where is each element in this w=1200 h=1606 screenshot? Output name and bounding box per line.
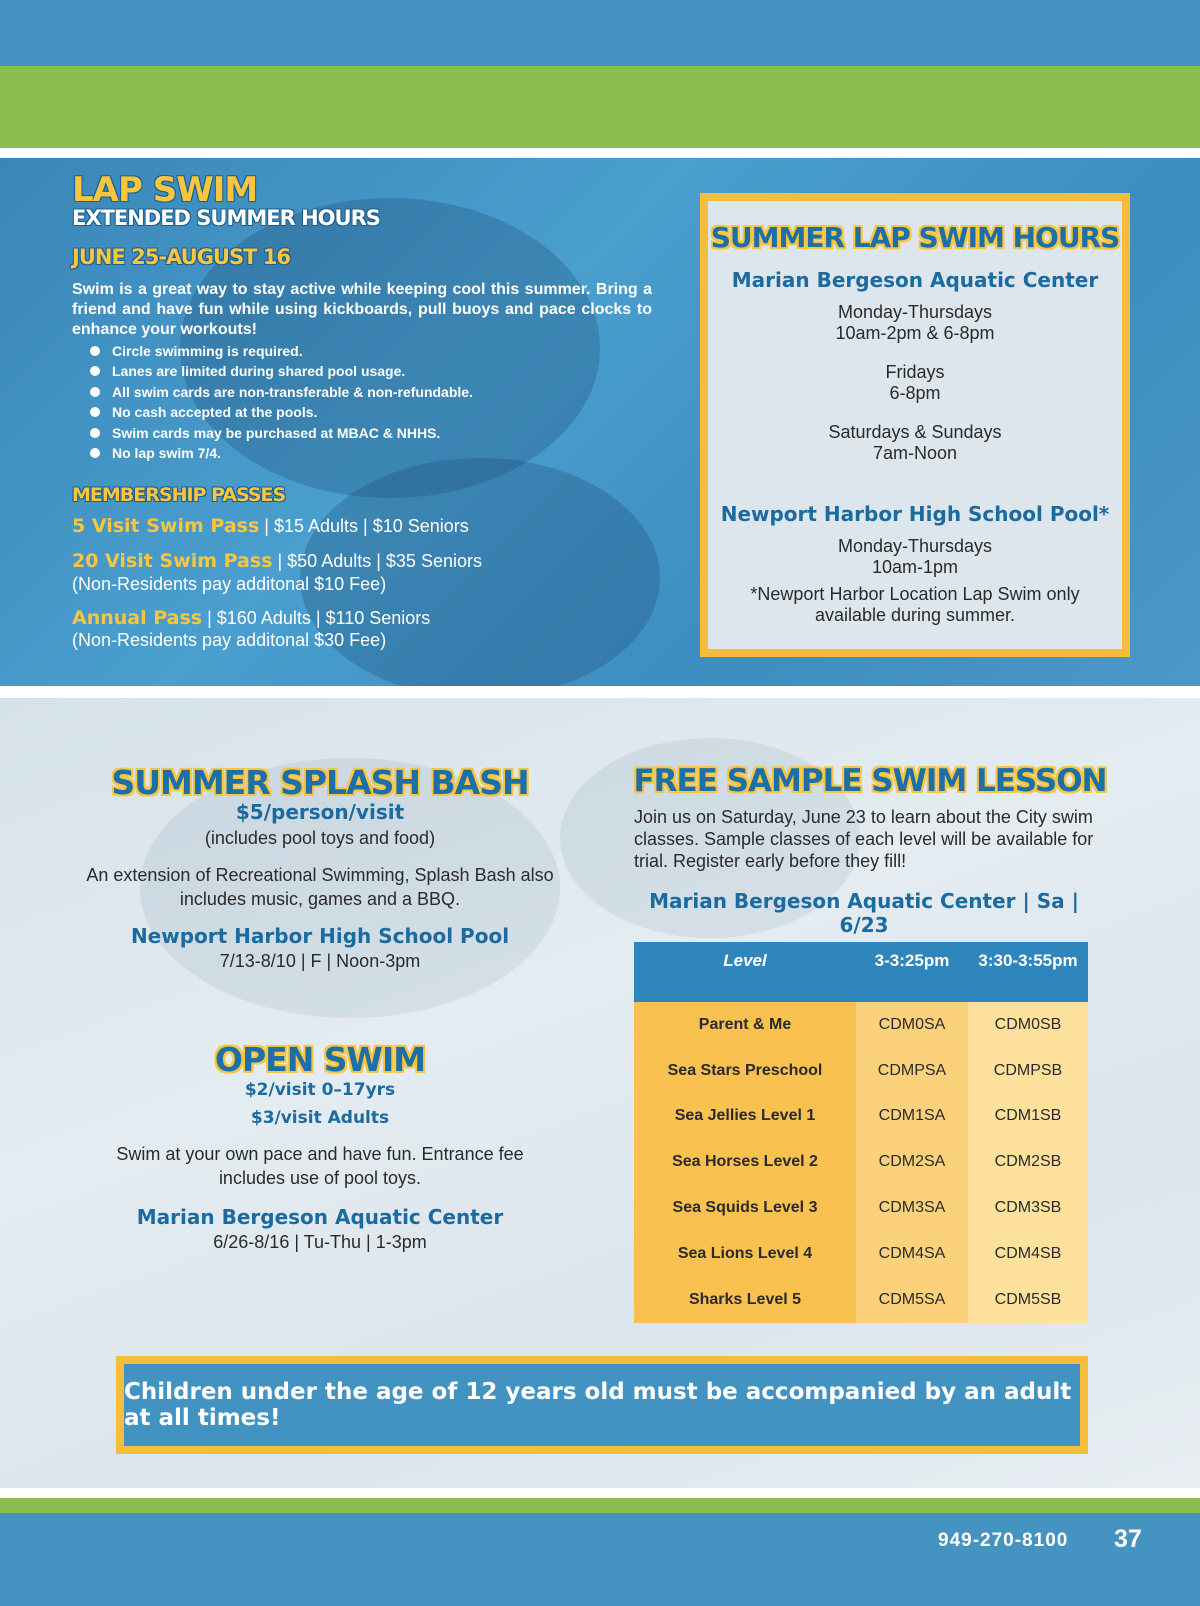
open-swim-price-adult: $3/visit Adults (250, 1108, 390, 1128)
table-header-row (634, 942, 1088, 1002)
pass-five-visit (72, 515, 469, 537)
schedule-days: Saturdays & Sundays (828, 422, 1002, 442)
hours-box-title: SUMMER LAP SWIM HOURS (710, 221, 1120, 254)
pass-name: 5 Visit Swim Pass (72, 515, 260, 537)
splash-bash-schedule: 7/13-8/10 | F | Noon-3pm (219, 951, 421, 971)
column-header-session-b: 3:30-3:55pm (968, 942, 1088, 1002)
bullet-icon (90, 366, 100, 376)
rule-text: All swim cards are non-transferable & non-refundable. (112, 383, 473, 400)
open-swim-description: Swim at your own pace and have fun. Entrance fee includes use of pool toys. (116, 1144, 524, 1188)
rule-item (90, 443, 473, 463)
table-row (634, 1094, 1088, 1140)
bottom-white-stripe (0, 1488, 1200, 1498)
course-code-cell: CDM5SA (856, 1277, 968, 1323)
table-row (634, 1139, 1088, 1185)
level-cell: Sea Squids Level 3 (634, 1185, 856, 1231)
bottom-green-band (0, 1498, 1200, 1513)
lap-swim-rules (90, 341, 473, 463)
pass-twenty-visit (72, 550, 482, 572)
splash-bash-title: SUMMER SPLASH BASH (111, 763, 529, 802)
table-row (634, 1048, 1088, 1094)
pass-note: (Non-Residents pay additonal $10 Fee) (72, 574, 387, 594)
rule-text: Circle swimming is required. (112, 343, 303, 359)
lap-swim-intro: Swim is a great way to stay active while keeping cool this summer. Bring a friend and have fun while using kickboards, pull buoys and pace clocks to enhance your workouts! (72, 281, 652, 338)
splash-bash-description: An extension of Recreational Swimming, Splash Bash also includes music, games and a BBQ. (86, 865, 554, 909)
top-green-band (0, 66, 1200, 148)
course-code-cell: CDM0SA (856, 1002, 968, 1048)
table-row (634, 1277, 1088, 1323)
rule-text: Lanes are limited during shared pool usage. (112, 363, 406, 380)
schedule-days: Fridays (885, 362, 945, 382)
schedule-time: 7am-Noon (872, 443, 958, 463)
pass-note: (Non-Residents pay additonal $30 Fee) (72, 630, 387, 650)
lesson-schedule-table (634, 942, 1088, 1323)
pass-prices: | $15 Adults | $10 Seniors (259, 516, 469, 536)
schedule-time: 10am-2pm & 6-8pm (835, 323, 995, 343)
level-cell: Sharks Level 5 (634, 1277, 856, 1323)
section-divider (0, 686, 1200, 698)
splash-bash-includes: (includes pool toys and food) (204, 828, 436, 848)
pass-annual (72, 607, 430, 629)
course-code-cell: CDM3SB (968, 1185, 1088, 1231)
column-header-level: Level (634, 942, 856, 1002)
level-cell: Sea Horses Level 2 (634, 1139, 856, 1185)
rule-item (90, 382, 473, 402)
level-cell: Sea Jellies Level 1 (634, 1094, 856, 1140)
hours-venue-mbac: Marian Bergeson Aquatic Center (731, 268, 1099, 292)
course-code-cell: CDM4SB (968, 1231, 1088, 1277)
rule-item (90, 423, 473, 443)
pass-name: 20 Visit Swim Pass (72, 550, 273, 572)
lap-swim-title: LAP SWIM (72, 170, 258, 210)
free-lesson-description: Join us on Saturday, June 23 to learn about the City swim classes. Sample classes of each level will be available for trial. Register early before they fill! (634, 807, 1094, 871)
free-lesson-title: FREE SAMPLE SWIM LESSON (633, 763, 1107, 799)
schedule-time: 10am-1pm (871, 557, 959, 577)
open-swim-schedule: 6/26-8/16 | Tu-Thu | 1-3pm (213, 1232, 427, 1252)
bullet-icon (90, 387, 100, 397)
table-row (634, 1231, 1088, 1277)
level-cell: Parent & Me (634, 1002, 856, 1048)
pass-name: Annual Pass (72, 607, 203, 629)
course-code-cell: CDMPSA (856, 1048, 968, 1094)
schedule-note: available during summer. (814, 605, 1016, 625)
open-swim-price-youth: $2/visit 0–17yrs (244, 1080, 396, 1100)
pass-prices: | $50 Adults | $35 Seniors (272, 551, 482, 571)
hours-venue-nhhs: Newport Harbor High School Pool* (720, 502, 1110, 526)
free-lesson-venue: Marian Bergeson Aquatic Center | Sa | 6/23 (649, 889, 1079, 937)
course-code-cell: CDM0SB (968, 1002, 1088, 1048)
schedule-note: *Newport Harbor Location Lap Swim only (750, 584, 1080, 604)
bullet-icon (90, 407, 100, 417)
rule-text: No cash accepted at the pools. (112, 404, 318, 421)
rule-item (90, 402, 473, 422)
schedule-time: 6-8pm (889, 383, 941, 403)
lap-swim-subtitle: EXTENDED SUMMER HOURS (72, 206, 380, 230)
bullet-icon (90, 448, 100, 458)
membership-passes-heading: MEMBERSHIP PASSES (72, 484, 286, 506)
table-row (634, 1002, 1088, 1048)
top-white-stripe (0, 148, 1200, 158)
course-code-cell: CDM1SB (968, 1094, 1088, 1140)
rule-item (90, 361, 473, 381)
course-code-cell: CDMPSB (968, 1048, 1088, 1094)
bullet-icon (90, 346, 100, 356)
table-row (634, 1185, 1088, 1231)
course-code-cell: CDM3SA (856, 1185, 968, 1231)
splash-bash-venue: Newport Harbor High School Pool (130, 924, 510, 948)
footer-phone-number: 949-270-8100 (938, 1530, 1069, 1551)
water-shadow (300, 458, 660, 686)
lap-swim-dates: JUNE 25-AUGUST 16 (72, 245, 290, 269)
level-cell: Sea Lions Level 4 (634, 1231, 856, 1277)
footer-band (0, 1513, 1200, 1606)
rule-text: Swim cards may be purchased at MBAC & NHHS. (112, 424, 441, 441)
rule-text: No lap swim 7/4. (112, 445, 221, 462)
schedule-days: Monday-Thursdays (837, 536, 993, 556)
open-swim-venue: Marian Bergeson Aquatic Center (136, 1205, 504, 1229)
column-header-session-a: 3-3:25pm (856, 942, 968, 1002)
pass-prices: | $160 Adults | $110 Seniors (202, 608, 431, 628)
course-code-cell: CDM2SB (968, 1139, 1088, 1185)
rule-item (90, 341, 473, 361)
course-code-cell: CDM1SA (856, 1094, 968, 1140)
course-code-cell: CDM5SB (968, 1277, 1088, 1323)
splash-bash-price: $5/person/visit (235, 800, 405, 824)
course-code-cell: CDM4SA (856, 1231, 968, 1277)
top-blue-band (0, 0, 1200, 66)
level-cell: Sea Stars Preschool (634, 1048, 856, 1094)
supervision-notice-text: Children under the age of 12 years old must be accompanied by an adult at all times! (124, 1364, 1080, 1446)
schedule-days: Monday-Thursdays (837, 302, 993, 322)
bullet-icon (90, 428, 100, 438)
open-swim-title: OPEN SWIM (214, 1040, 426, 1079)
footer-page-number: 37 (1114, 1525, 1142, 1553)
summer-lap-swim-hours-box (700, 193, 1130, 657)
course-code-cell: CDM2SA (856, 1139, 968, 1185)
supervision-notice-banner (116, 1356, 1088, 1454)
